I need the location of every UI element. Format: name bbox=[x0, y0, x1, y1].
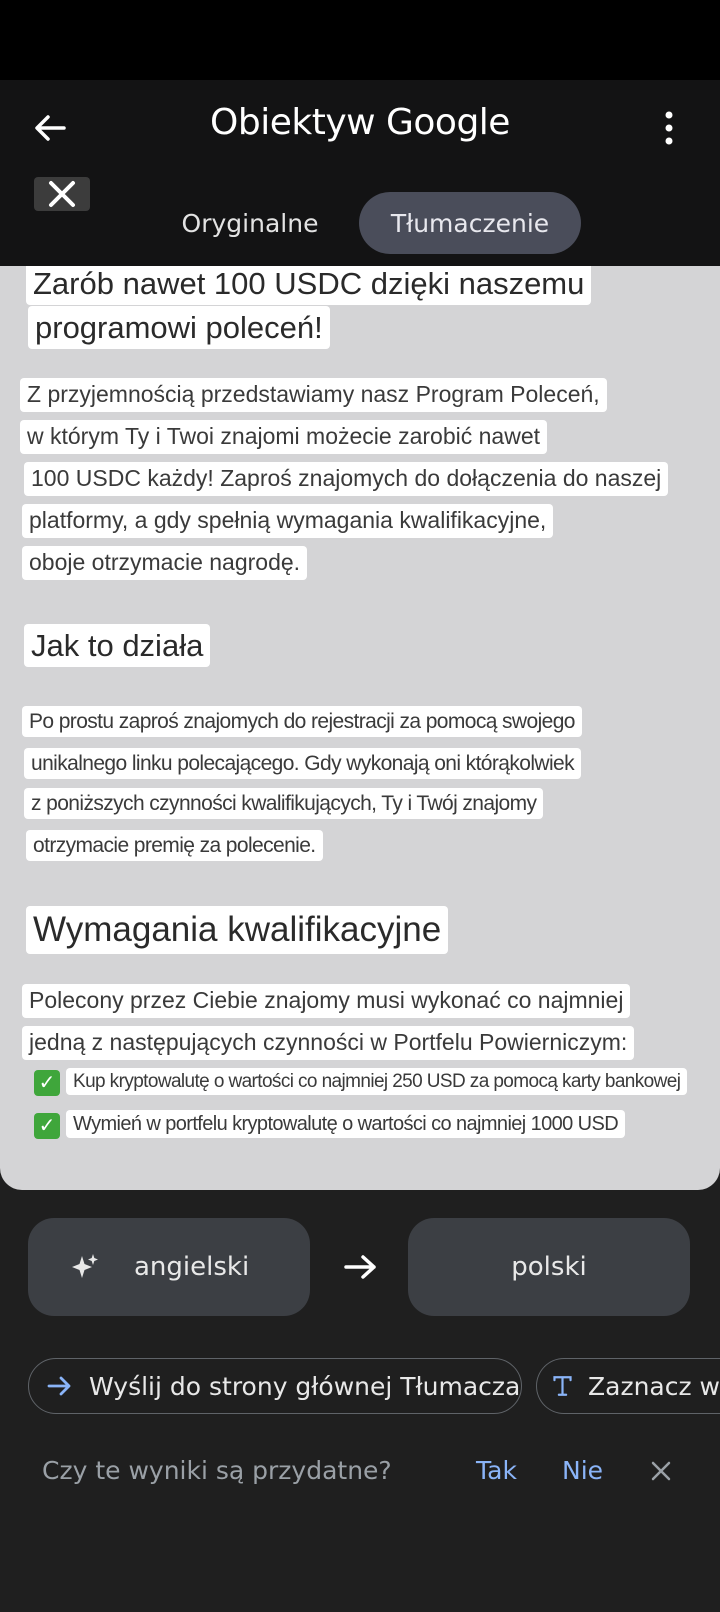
target-language-label: polski bbox=[511, 1252, 587, 1282]
feedback-yes-button[interactable]: Tak bbox=[476, 1456, 517, 1485]
paragraph-line: platformy, a gdy spełnią wymagania kwalifikacyjne, bbox=[22, 504, 553, 538]
paragraph-line: oboje otrzymacie nagrodę. bbox=[22, 546, 307, 580]
arrow-right-icon bbox=[47, 1373, 73, 1399]
select-text-chip[interactable] bbox=[536, 1358, 720, 1414]
paragraph-line: jedną z następujących czynności w Portfelu Powierniczym: bbox=[22, 1026, 634, 1060]
list-item bbox=[34, 1070, 687, 1096]
paragraph-line: Z przyjemnością przedstawiamy nasz Program Poleceń, bbox=[20, 378, 607, 412]
heading-line: programowi poleceń! bbox=[28, 306, 330, 349]
sparkle-icon bbox=[70, 1252, 100, 1282]
list-item bbox=[34, 1112, 625, 1139]
bullet-text: Wymień w portfelu kryptowalutę o wartości co najmniej 1000 USD bbox=[66, 1110, 625, 1138]
target-language-button[interactable] bbox=[408, 1218, 690, 1316]
chip-label: Zaznacz w bbox=[588, 1371, 720, 1401]
source-language-label: angielski bbox=[134, 1252, 250, 1282]
paragraph-line: z poniższych czynności kwalifikujących, Ty i Twój znajomy bbox=[24, 788, 543, 819]
swap-direction-arrow-icon bbox=[343, 1252, 379, 1282]
app-title: Obiektyw Google bbox=[210, 102, 510, 143]
close-feedback-icon[interactable] bbox=[646, 1456, 676, 1486]
translated-image bbox=[0, 266, 720, 1190]
heading-line: Zarób nawet 100 USDC dzięki naszemu bbox=[26, 266, 591, 305]
paragraph-line: Polecony przez Ciebie znajomy musi wykonać co najmniej bbox=[22, 984, 630, 1018]
close-icon bbox=[47, 179, 77, 209]
paragraph-line: 100 USDC każdy! Zaproś znajomych do dołączenia do naszej bbox=[24, 462, 668, 496]
send-to-translate-chip[interactable] bbox=[28, 1358, 522, 1414]
text-select-icon bbox=[553, 1372, 572, 1400]
tab-original[interactable]: Oryginalne bbox=[181, 208, 319, 238]
status-bar bbox=[0, 0, 720, 80]
close-image-button[interactable] bbox=[34, 177, 90, 211]
paragraph-line: unikalnego linku polecającego. Gdy wykonają oni którąkolwiek bbox=[24, 748, 581, 779]
chip-label: Wyślij do strony głównej Tłumacza bbox=[89, 1371, 521, 1401]
feedback-question: Czy te wyniki są przydatne? bbox=[42, 1456, 392, 1485]
check-mark-icon: ✓ bbox=[34, 1113, 60, 1139]
paragraph-line: otrzymacie premię za polecenie. bbox=[26, 830, 323, 861]
tab-translation[interactable]: Tłumaczenie bbox=[359, 192, 581, 254]
more-options-icon[interactable] bbox=[654, 108, 684, 148]
paragraph-line: Po prostu zaproś znajomych do rejestracji za pomocą swojego bbox=[22, 706, 582, 737]
bullet-text: Kup kryptowalutę o wartości co najmniej 250 USD za pomocą karty bankowej bbox=[66, 1068, 687, 1095]
section-heading: Jak to działa bbox=[24, 624, 210, 667]
feedback-no-button[interactable]: Nie bbox=[562, 1456, 604, 1485]
check-mark-icon: ✓ bbox=[34, 1070, 60, 1096]
view-tabs bbox=[130, 188, 590, 258]
paragraph-line: w którym Ty i Twoi znajomi możecie zarobić nawet bbox=[20, 420, 547, 454]
source-language-button[interactable] bbox=[28, 1218, 310, 1316]
section-heading: Wymagania kwalifikacyjne bbox=[26, 906, 448, 954]
